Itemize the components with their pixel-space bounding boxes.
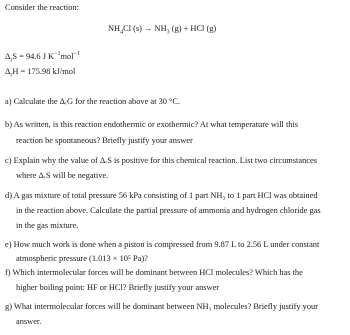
question-e-line-1: e) How much work is done when a piston is compressed from 9.87 L to 2.56 L under constant bbox=[5, 240, 320, 249]
question-b-line-1: b) As written, is this reaction endothermic or exothermic? At what temperature will this bbox=[5, 120, 299, 129]
reaction-equation bbox=[108, 24, 217, 36]
entropy-value bbox=[5, 51, 80, 64]
reactant-text: NH bbox=[108, 24, 121, 33]
question-e-line-2: atmospheric pressure (1.013 × 10⁵ Pa)? bbox=[16, 254, 148, 263]
entropy-delta: Δ bbox=[5, 52, 11, 61]
question-f-line-2: higher boiling point: HF or HCl? Briefly justify your answer bbox=[16, 283, 220, 292]
entropy-exponent-1: −1 bbox=[54, 51, 61, 58]
question-d-line-3: in the gas mixture. bbox=[16, 221, 79, 230]
question-f-line-1: f) Which intermolecular forces will be dominant between HCl molecules? Which has the bbox=[5, 268, 303, 277]
enthalpy-value bbox=[5, 67, 76, 79]
question-b-line-2: reaction be spontaneous? Briefly justify your answer bbox=[16, 136, 193, 145]
product-text: (g) + HCl (g) bbox=[169, 24, 217, 33]
enthalpy-text: H = 175.98 kJ/mol bbox=[12, 67, 76, 76]
question-d-line-1: d) A gas mixture of total pressure 56 kPa consisting of 1 part NH₃ to 1 part HCl was obtained bbox=[5, 191, 318, 200]
enthalpy-delta: Δ bbox=[5, 67, 11, 76]
question-a-line-1: a) Calculate the ΔᵣG for the reaction above at 30 °C. bbox=[5, 97, 181, 106]
enthalpy-subscript: r bbox=[10, 72, 13, 79]
question-g-line-1: g) What intermolecular forces will be dominant between NH₃ molecules? Briefly justify your bbox=[5, 302, 319, 311]
entropy-exponent-2: −1 bbox=[73, 51, 80, 58]
entropy-mol: mol bbox=[60, 52, 74, 61]
reactant-subscript: 4 bbox=[120, 29, 124, 36]
intro-text: Consider the reaction: bbox=[5, 3, 79, 12]
question-c-line-2: where ΔᵣS will be negative. bbox=[16, 171, 109, 180]
product-subscript: 3 bbox=[166, 29, 170, 36]
question-c-line-1: c) Explain why the value of ΔᵣS is positive for this chemical reaction. List two circumstances bbox=[5, 156, 317, 165]
question-d-line-2: in the reaction above. Calculate the partial pressure of ammonia and hydrogen chloride gas bbox=[16, 206, 321, 215]
reactant-arrow-text: Cl (s) → NH bbox=[123, 24, 167, 33]
entropy-subscript: r bbox=[10, 57, 13, 64]
entropy-text: S = 94.6 J K bbox=[12, 52, 55, 61]
question-g-line-2: answer. bbox=[16, 317, 42, 326]
